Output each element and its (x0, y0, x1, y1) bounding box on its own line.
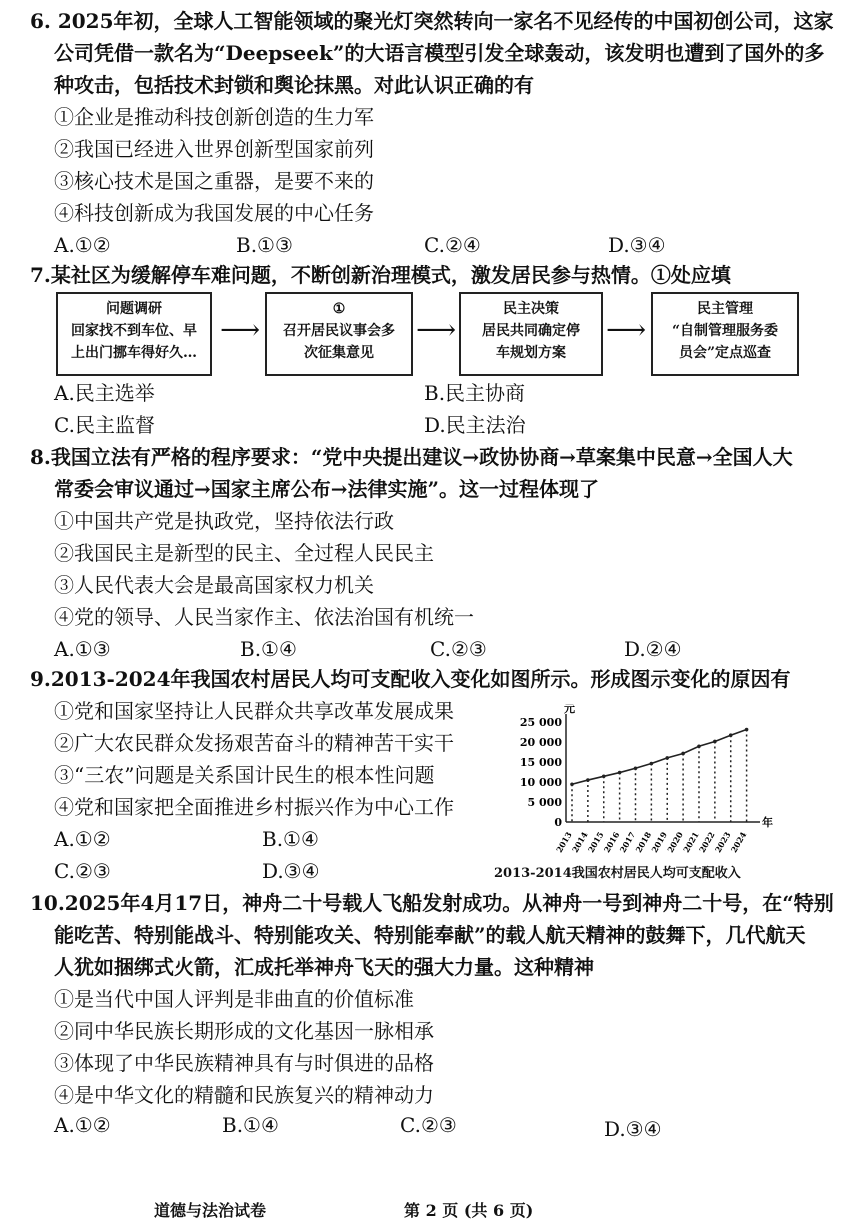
flow-box-3 (459, 292, 603, 376)
flow-arrow-1: ⟶ (220, 313, 261, 346)
q8-item-2: ②我国民主是新型的民主、全过程人民民主 (54, 541, 434, 565)
x-tick-label: 2021 (680, 830, 701, 855)
q9-item-4: ④党和国家把全面推进乡村振兴作为中心工作 (54, 795, 454, 819)
y-tick-label: 5 000 (527, 796, 562, 809)
q8-option-c: C.②③ (430, 637, 487, 661)
q10-stem-line-3: 人犹如捆绑式火箭，汇成托举神舟飞天的强大力量。这种精神 (54, 955, 594, 979)
q8-item-1: ①中国共产党是执政党，坚持依法行政 (54, 509, 394, 533)
q9-option-d: D.③④ (262, 859, 320, 883)
x-tick-label: 2023 (712, 830, 733, 855)
x-tick-label: 2024 (728, 830, 749, 855)
income-series-line (572, 730, 747, 785)
y-axis-unit: 元 (564, 704, 575, 715)
q7-option-a: A.民主选举 (54, 381, 155, 405)
flow-box-1-line-3: 上出门挪车得好久… (71, 345, 197, 361)
x-axis-unit: 年 (762, 816, 773, 829)
flow-box-4-line-3: 员会”定点巡查 (678, 345, 772, 361)
footer-subject: 道德与法治试卷 (154, 1201, 267, 1220)
flow-box-4 (651, 292, 799, 376)
flow-arrow-2: ⟶ (416, 313, 457, 346)
q6-option-a: A.①② (54, 233, 111, 257)
q8-item-4: ④党的领导、人民当家作主、依法治国有机统一 (54, 605, 474, 629)
q7-stem: 7.某社区为缓解停车难问题，不断创新治理模式，激发居民参与热情。①处应填 (30, 263, 731, 287)
footer-page-number: 第 2 页 (共 6 页) (404, 1201, 534, 1220)
q10-option-c: C.②③ (400, 1113, 457, 1137)
q10-option-b: B.①④ (222, 1113, 279, 1137)
q8-option-b: B.①④ (240, 637, 297, 661)
flow-box-2-line-3: 次征集意见 (304, 345, 374, 361)
q6-stem-line-3: 种攻击，包括技术封锁和舆论抹黑。对此认识正确的有 (54, 73, 534, 97)
flow-box-2-line-1: ① (332, 301, 346, 317)
q6-item-1: ①企业是推动科技创新创造的生力军 (54, 105, 374, 129)
q6-item-3: ③核心技术是国之重器，是要不来的 (54, 169, 374, 193)
q8-item-3: ③人民代表大会是最高国家权力机关 (54, 573, 374, 597)
flow-arrow-3: ⟶ (606, 313, 647, 346)
flow-box-2-line-2: 召开居民议事会多 (283, 323, 395, 339)
q7-option-b: B.民主协商 (424, 381, 526, 405)
q9-option-b: B.①④ (262, 827, 319, 851)
q9-item-3: ③“三农”问题是关系国计民生的根本性问题 (54, 763, 435, 787)
flow-box-4-line-2: “自制管理服务委 (671, 323, 779, 339)
flow-box-4-line-1: 民主管理 (697, 301, 753, 317)
chart-caption: 2013-2014我国农村居民人均可支配收入 (494, 866, 741, 881)
x-tick-label: 2020 (665, 830, 685, 855)
income-chart (510, 704, 810, 879)
q10-stem-line-1: 10.2025年4月17日，神舟二十号载人飞船发射成功。从神舟一号到神舟二十号，在“特别 (30, 891, 834, 915)
q8-stem-line-1: 8.我国立法有严格的程序要求：“党中央提出建议→政协协商→草案集中民意→全国人大 (30, 445, 793, 469)
q6-option-d: D.③④ (608, 233, 666, 257)
flow-box-2 (265, 292, 413, 376)
q9-option-a: A.①② (54, 827, 111, 851)
q10-item-4: ④是中华文化的精髓和民族复兴的精神动力 (54, 1083, 434, 1107)
flow-box-3-line-3: 车规划方案 (496, 345, 566, 361)
q6-stem-line-2: 公司凭借一款名为“Deepseek”的大语言模型引发全球轰动，该发明也遭到了国外的多 (54, 41, 825, 65)
x-tick-label: 2019 (649, 830, 669, 855)
x-tick-label: 2016 (601, 830, 622, 855)
q9-item-2: ②广大农民群众发扬艰苦奋斗的精神苦干实干 (54, 731, 454, 755)
q10-stem-line-2: 能吃苦、特别能战斗、特别能攻关、特别能奉献”的载人航天精神的鼓舞下，几代航天 (54, 923, 806, 947)
y-tick-label: 0 (554, 816, 562, 829)
flow-box-1 (56, 292, 212, 376)
q6-stem-line-1: 6. 2025年初，全球人工智能领域的聚光灯突然转向一家名不见经传的中国初创公司，这家 (30, 9, 834, 33)
x-tick-label: 2022 (696, 830, 717, 855)
q8-option-d: D.②④ (624, 637, 682, 661)
y-tick-label: 10 000 (519, 776, 562, 789)
q7-option-c: C.民主监督 (54, 413, 155, 437)
x-tick-label: 2017 (617, 830, 638, 855)
q6-item-4: ④科技创新成为我国发展的中心任务 (54, 201, 374, 225)
q7-option-d: D.民主法治 (424, 413, 526, 437)
income-chart-svg (510, 704, 810, 864)
q10-item-2: ②同中华民族长期形成的文化基因一脉相承 (54, 1019, 434, 1043)
q6-option-b: B.①③ (236, 233, 293, 257)
x-tick-label: 2013 (553, 830, 574, 855)
q10-item-1: ①是当代中国人评判是非曲直的价值标准 (54, 987, 414, 1011)
flow-box-3-line-1: 民主决策 (503, 301, 559, 317)
q9-item-1: ①党和国家坚持让人民群众共享改革发展成果 (54, 699, 454, 723)
q8-option-a: A.①③ (54, 637, 111, 661)
y-tick-label: 20 000 (519, 736, 562, 749)
q9-stem: 9.2013-2024年我国农村居民人均可支配收入变化如图所示。形成图示变化的原因有 (30, 667, 791, 691)
q10-option-a: A.①② (54, 1113, 111, 1137)
q8-stem-line-2: 常委会审议通过→国家主席公布→法律实施”。这一过程体现了 (54, 477, 600, 501)
flow-box-1-line-1: 问题调研 (106, 301, 162, 317)
x-tick-label: 2018 (633, 830, 654, 855)
q10-item-3: ③体现了中华民族精神具有与时俱进的品格 (54, 1051, 434, 1075)
flow-box-3-line-2: 居民共同确定停 (482, 323, 580, 339)
x-tick-label: 2015 (585, 830, 606, 855)
x-tick-label: 2014 (569, 830, 590, 855)
q9-option-c: C.②③ (54, 859, 111, 883)
y-tick-label: 15 000 (519, 756, 562, 769)
flow-box-1-line-2: 回家找不到车位、早 (71, 323, 197, 339)
q6-item-2: ②我国已经进入世界创新型国家前列 (54, 137, 374, 161)
y-tick-label: 25 000 (519, 716, 562, 729)
q6-option-c: C.②④ (424, 233, 481, 257)
q10-option-d: D.③④ (604, 1117, 662, 1141)
